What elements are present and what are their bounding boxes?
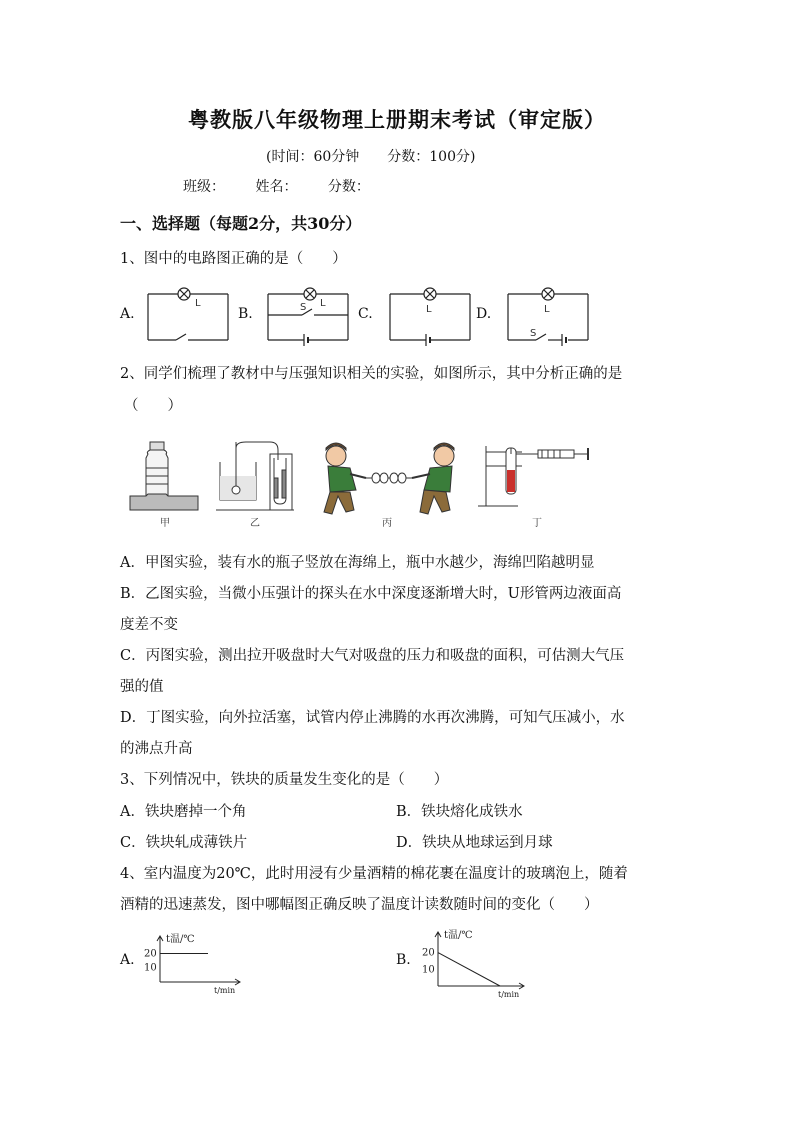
figure-pressure-gauge bbox=[216, 440, 300, 530]
q4-option-a-label: A. bbox=[120, 952, 135, 968]
q1-option-d-label: D. bbox=[476, 306, 492, 322]
q3-option-d: D．铁块从地球运到月球 bbox=[396, 835, 553, 851]
q2-option-b-line2: 度差不变 bbox=[120, 617, 178, 633]
name-label: 姓名： bbox=[255, 179, 298, 195]
caption-jia: 甲 bbox=[160, 518, 170, 529]
circuit-diagram-a bbox=[146, 284, 230, 342]
caption-yi: 乙 bbox=[250, 518, 260, 529]
question-2-text: 2、同学们梳理了教材中与压强知识相关的实验，如图所示，其中分析正确的是 bbox=[120, 366, 623, 382]
q2-option-d-line1: D．丁图实验，向外拉活塞，试管内停止沸腾的水再次沸腾，可知气压减小，水 bbox=[120, 710, 625, 726]
question-4-text-line2: 酒精的迅速蒸发，图中哪幅图正确反映了温度计读数随时间的变化（ ） bbox=[120, 897, 599, 913]
temperature-graph-a bbox=[146, 924, 246, 996]
exam-info: (时间：60分钟 分数：100分) bbox=[266, 149, 476, 165]
q1-option-c-label: C. bbox=[358, 306, 373, 322]
lamp-label: L bbox=[320, 298, 326, 309]
question-4-text-line1: 4、室内温度为20℃，此时用浸有少量酒精的棉花裹在温度计的玻璃泡上，随着 bbox=[120, 866, 628, 882]
q2-option-c-line2: 强的值 bbox=[120, 679, 164, 695]
switch-label: S bbox=[530, 328, 537, 339]
caption-ding: 丁 bbox=[532, 518, 542, 529]
y-tick-label: 20 bbox=[144, 948, 157, 960]
q1-option-b-label: B. bbox=[238, 306, 253, 322]
lamp-label: L bbox=[544, 304, 550, 315]
y-tick-label: 10 bbox=[144, 962, 157, 974]
q3-option-b: B．铁块熔化成铁水 bbox=[396, 804, 523, 820]
student-info-line bbox=[183, 176, 396, 196]
q2-option-d-line2: 的沸点升高 bbox=[120, 741, 193, 757]
x-axis-label: t/min bbox=[498, 990, 520, 999]
q2-option-a: A．甲图实验，装有水的瓶子竖放在海绵上，瓶中水越少，海绵凹陷越明显 bbox=[120, 555, 595, 571]
temperature-graph-b bbox=[422, 922, 532, 1000]
y-axis-label: t温/℃ bbox=[444, 930, 473, 941]
section-title: 一、选择题（每题2分，共30分） bbox=[120, 214, 362, 233]
temperature-series-line bbox=[438, 953, 500, 986]
q2-option-b-line1: B．乙图实验，当微小压强计的探头在水中深度逐渐增大时，U形管两边液面高 bbox=[120, 586, 622, 602]
circuit-diagram-b bbox=[266, 284, 350, 342]
switch-label: S bbox=[300, 302, 307, 313]
y-tick-label: 20 bbox=[422, 947, 435, 959]
q3-option-a: A．铁块磨掉一个角 bbox=[120, 804, 247, 820]
lamp-label: L bbox=[426, 304, 432, 315]
y-axis-label: t温/℃ bbox=[166, 934, 195, 945]
question-2-bracket: （ ） bbox=[124, 398, 182, 414]
circuit-diagram-d bbox=[506, 284, 590, 342]
figure-bottle-on-sponge bbox=[130, 440, 200, 530]
x-axis-label: t/min bbox=[214, 986, 236, 995]
page-title: 粤教版八年级物理上册期末考试（审定版） bbox=[188, 107, 606, 132]
circuit-diagram-c bbox=[388, 284, 472, 342]
caption-bing: 丙 bbox=[382, 518, 392, 529]
score-label: 分数： bbox=[327, 179, 370, 195]
y-tick-label: 10 bbox=[422, 964, 435, 976]
question-1-text: 1、图中的电路图正确的是（ ） bbox=[120, 251, 347, 267]
question-3-text: 3、下列情况中，铁块的质量发生变化的是（ ） bbox=[120, 772, 449, 788]
figure-syringe-boiling bbox=[478, 440, 598, 530]
q4-option-b-label: B. bbox=[396, 952, 411, 968]
q1-option-a-label: A. bbox=[120, 306, 135, 322]
figure-suction-cup-pull bbox=[316, 440, 466, 530]
class-label: 班级： bbox=[183, 179, 225, 195]
q3-option-c: C．铁块轧成薄铁片 bbox=[120, 835, 248, 851]
q2-option-c-line1: C．丙图实验，测出拉开吸盘时大气对吸盘的压力和吸盘的面积，可估测大气压 bbox=[120, 648, 625, 664]
lamp-label: L bbox=[195, 298, 201, 309]
